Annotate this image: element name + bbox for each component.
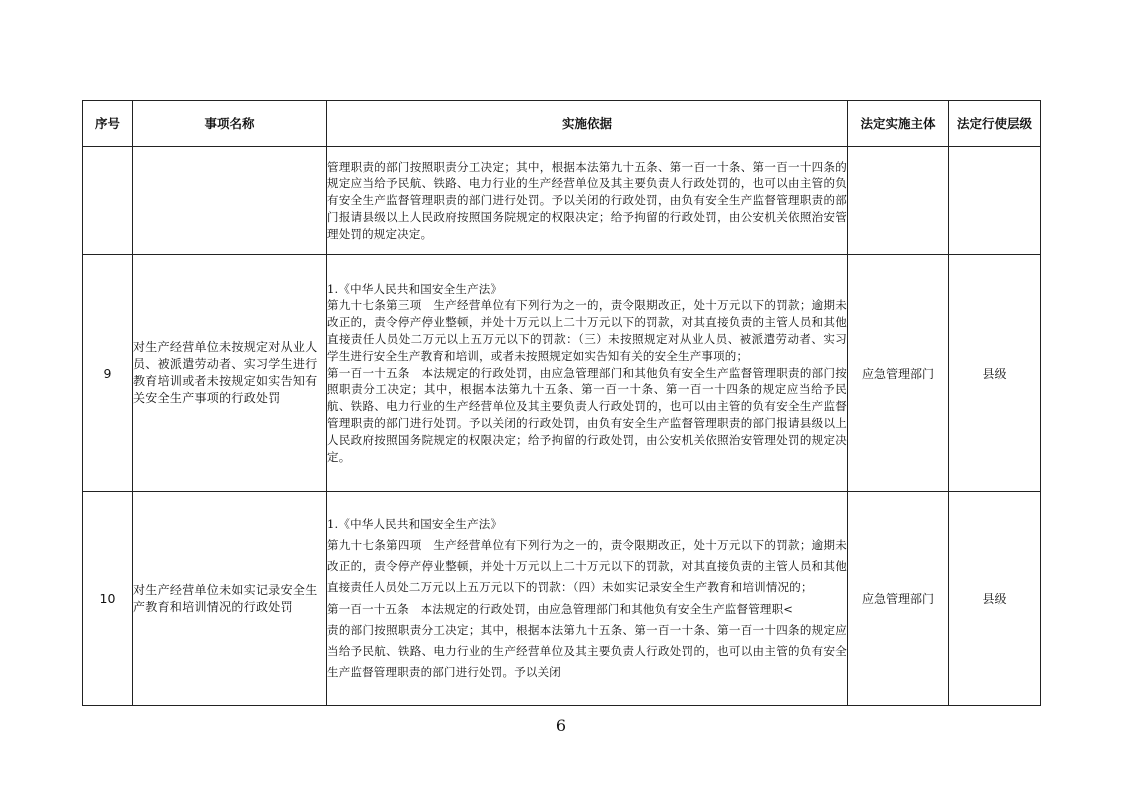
enforcement-table	[82, 100, 1041, 706]
basis-paragraph: 第九十七条第四项 生产经营单位有下列行为之一的，责令限期改正，处十万元以下的罚款；逾期未改正的，责令停产停业整顿，并处十万元以上二十万元以下的罚款，对其直接负责的主管人员和其他直接责任人员处二万元以上五万元以下的罚款：（四）未如实记录安全生产教育和培训情况的；	[327, 537, 847, 595]
row-seq	[83, 147, 133, 255]
header-subject: 法定实施主体	[848, 101, 949, 147]
row-level	[949, 147, 1041, 255]
row-subject	[848, 147, 949, 255]
row-basis	[327, 147, 848, 255]
row-name: 对生产经营单位未如实记录安全生产教育和培训情况的行政处罚	[133, 492, 327, 706]
basis-paragraph: 管理职责的部门按照职责分工决定；其中，根据本法第九十五条、第一百一十条、第一百一十四条的规定应当给予民航、铁路、电力行业的生产经营单位及其主要负责人行政处罚的，也可以由主管的负有安全生产监督管理职责的部门进行处罚。予以关闭的行政处罚，由负有安全生产监督管理职责的部门报请县级以上人民政府按照国务院规定的权限决定；给予拘留的行政处罚，由公安机关依照治安管理处罚的规定决定。	[327, 159, 847, 241]
row-seq: 9	[83, 255, 133, 492]
row-subject: 应急管理部门	[848, 492, 949, 706]
header-basis: 实施依据	[327, 101, 848, 147]
basis-paragraph: 第一百一十五条 本法规定的行政处罚，由应急管理部门和其他负有安全生产监督管理职责的部门按照职责分工决定；其中，根据本法第九十五条、第一百一十条、第一百一十四条的规定应当给予民航、铁路、电力行业的生产经营单位及其主要负责人行政处罚的，也可以由主管的负有安全生产监督管理职责的部门进行处罚。予以关闭的行政处罚，由负有安全生产监督管理职责的部门报请县级以上人民政府按照国务院规定的权限决定；给予拘留的行政处罚，由公安机关依照治安管理处罚的规定决定。	[327, 365, 847, 464]
table-row	[83, 255, 1041, 492]
row-name	[133, 147, 327, 255]
basis-paragraph: 1.《中华人民共和国安全生产法》	[327, 516, 503, 531]
row-level: 县级	[949, 255, 1041, 492]
page-number: 6	[555, 716, 567, 735]
row-basis	[327, 492, 848, 706]
row-seq: 10	[83, 492, 133, 706]
basis-paragraph: 1.《中华人民共和国安全生产法》	[327, 281, 503, 296]
table-row	[83, 492, 1041, 706]
header-seq: 序号	[83, 101, 133, 147]
row-subject: 应急管理部门	[848, 255, 949, 492]
row-name: 对生产经营单位未按规定对从业人员、被派遣劳动者、实习学生进行教育培训或者未按规定如实告知有关安全生产事项的行政处罚	[133, 255, 327, 492]
header-level: 法定行使层级	[949, 101, 1041, 147]
table-row	[83, 147, 1041, 255]
table-header-row	[83, 101, 1041, 147]
basis-paragraph: 责的部门按照职责分工决定；其中，根据本法第九十五条、第一百一十条、第一百一十四条的规定应当给予民航、铁路、电力行业的生产经营单位及其主要负责人行政处罚的，也可以由主管的负有安全生产监督管理职责的部门进行处罚。予以关闭	[327, 622, 847, 680]
row-level: 县级	[949, 492, 1041, 706]
basis-paragraph: 第九十七条第三项 生产经营单位有下列行为之一的，责令限期改正，处十万元以下的罚款；逾期未改正的，责令停产停业整顿，并处十万元以上二十万元以下的罚款，对其直接负责的主管人员和其他直接责任人员处二万元以上五万元以下的罚款：（三）未按照规定对从业人员、被派遣劳动者、实习学生进行安全生产教育和培训，或者未按照规定如实告知有关的安全生产事项的；	[327, 298, 847, 363]
basis-paragraph: 第一百一十五条 本法规定的行政处罚，由应急管理部门和其他负有安全生产监督管理职<	[327, 601, 794, 616]
row-basis	[327, 255, 848, 492]
header-name: 事项名称	[133, 101, 327, 147]
